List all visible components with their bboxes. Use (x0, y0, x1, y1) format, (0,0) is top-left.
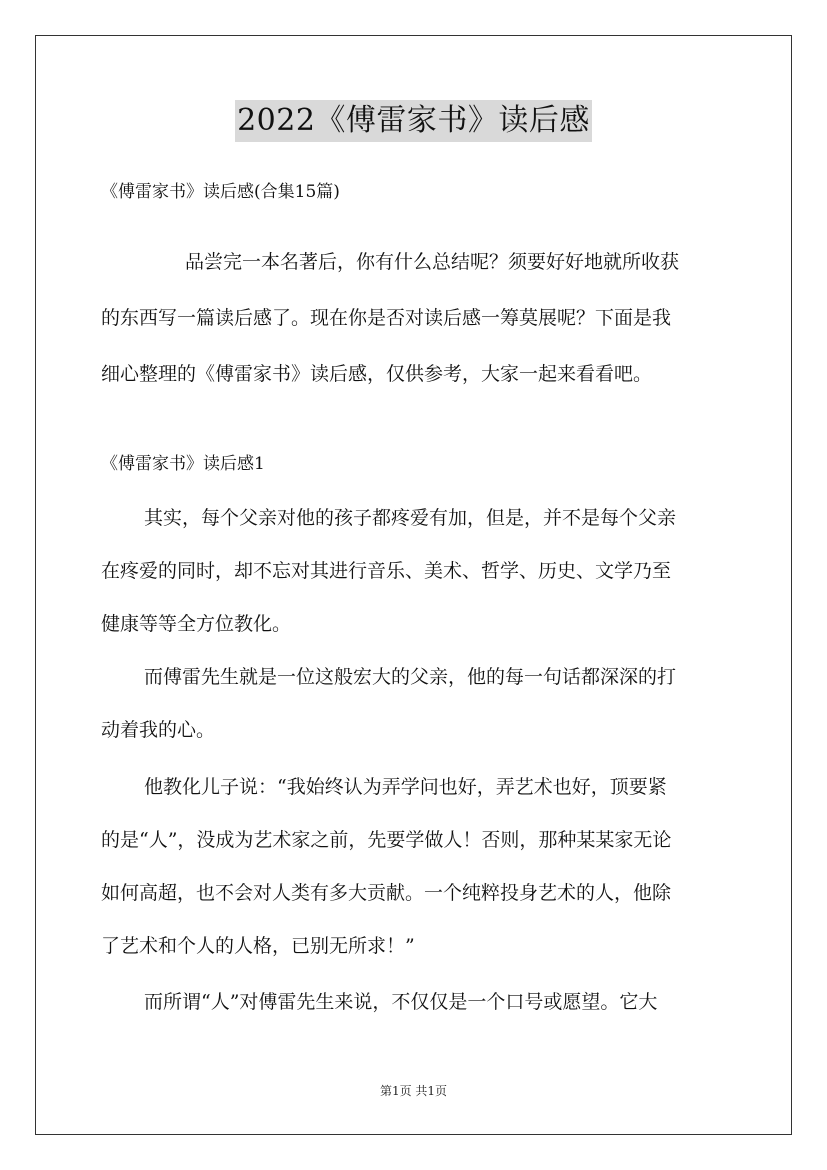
intro-line: 细心整理的《傅雷家书》读后感，仅供参考，大家一起来看看吧。 (101, 363, 653, 385)
body-paragraph-3 (101, 761, 725, 973)
document-title: 2022《傅雷家书》读后感 (235, 100, 592, 142)
intro-line: 的东西写一篇读后感了。现在你是否对读后感一筹莫展呢？下面是我 (101, 307, 672, 329)
section-heading: 《傅雷家书》读后感1 (101, 454, 265, 474)
paragraph-line: 其实，每个父亲对他的孩子都疼爱有加，但是，并不是每个父亲 (144, 507, 677, 529)
paragraph-line: 健康等等全方位教化。 (101, 613, 292, 635)
body-paragraph-2 (101, 651, 725, 757)
paragraph-line: 而傅雷先生就是一位这般宏大的父亲，他的每一句话都深深的打 (144, 666, 677, 688)
title-container (0, 100, 827, 142)
paragraph-line: 而所谓“人”对傅雷先生来说，不仅仅是一个口号或愿望。它大 (144, 991, 658, 1013)
body-paragraph-1 (101, 492, 725, 651)
paragraph-line: 动着我的心。 (101, 719, 216, 741)
paragraph-line: 他教化儿子说：“我始终认为弄学问也好，弄艺术也好，顶要紧 (144, 776, 667, 798)
paragraph-line: 在疼爱的同时，却不忘对其进行音乐、美术、哲学、历史、文学乃至 (101, 560, 672, 582)
body-paragraph-4 (101, 976, 725, 1029)
intro-line: 品尝完一本名著后，你有什么总结呢？须要好好地就所收获 (185, 251, 680, 273)
paragraph-line: 如何高超，也不会对人类有多大贡献。一个纯粹投身艺术的人，他除 (101, 882, 672, 904)
paragraph-line: 了艺术和个人的人格，已别无所求！” (101, 935, 415, 957)
intro-paragraph (101, 234, 725, 402)
document-subtitle: 《傅雷家书》读后感(合集15篇) (101, 182, 340, 202)
page-footer: 第1页 共1页 (379, 1084, 448, 1098)
paragraph-line: 的是“人”，没成为艺术家之前，先要学做人！否则，那种某某家无论 (101, 829, 672, 851)
